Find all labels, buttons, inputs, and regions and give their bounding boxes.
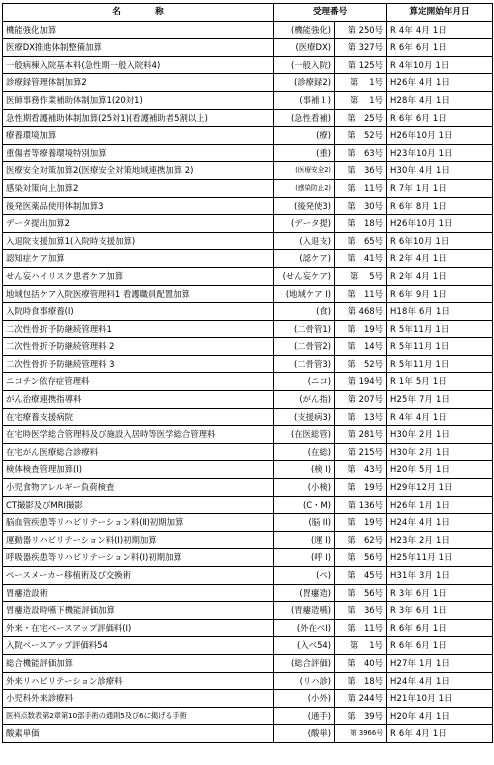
item-abbreviation: (診療録2) bbox=[274, 74, 335, 92]
item-name: ペースメーカー移植術及び交換術 bbox=[3, 567, 274, 585]
table-row bbox=[3, 144, 493, 162]
table-row bbox=[3, 285, 493, 303]
item-abbreviation: (入ベ54) bbox=[274, 637, 335, 655]
reception-number: 第 19号 bbox=[335, 479, 387, 497]
item-name: ニコチン依存症管理料 bbox=[3, 373, 274, 391]
item-abbreviation: (感染防止2) bbox=[274, 179, 335, 197]
table-row bbox=[3, 320, 493, 338]
reception-number: 第 244号 bbox=[335, 690, 387, 708]
reception-number: 第 136号 bbox=[335, 496, 387, 514]
item-name: 脳血管疾患等リハビリテーション料(Ⅱ)初期加算 bbox=[3, 514, 274, 532]
item-abbreviation: (療) bbox=[274, 127, 335, 145]
item-name: データ提出加算2 bbox=[3, 215, 274, 233]
item-name: 急性期看護補助体制加算(25対1)(看護補助者5割以上) bbox=[3, 109, 274, 127]
start-date: R 7年 1月 1日 bbox=[387, 179, 493, 197]
item-abbreviation: (ニコ) bbox=[274, 373, 335, 391]
item-abbreviation: (脳 II) bbox=[274, 514, 335, 532]
start-date: H27年 1月 1日 bbox=[387, 654, 493, 672]
item-name: 検体検査管理加算(Ⅰ) bbox=[3, 461, 274, 479]
reception-number: 第 11号 bbox=[335, 285, 387, 303]
table-row bbox=[3, 408, 493, 426]
item-name: 医療DX推進体制整備加算 bbox=[3, 39, 274, 57]
start-date: R 4年10月 1日 bbox=[387, 56, 493, 74]
item-abbreviation: (呼 I) bbox=[274, 549, 335, 567]
item-name: 地域包括ケア入院医療管理料1 看護職員配置加算 bbox=[3, 285, 274, 303]
start-date: R 6年 9月 1日 bbox=[387, 285, 493, 303]
start-date: R 3年 6月 1日 bbox=[387, 602, 493, 620]
reception-number: 第 1号 bbox=[335, 74, 387, 92]
item-name: 重傷者等療養環境特別加算 bbox=[3, 144, 274, 162]
reception-number: 第 19号 bbox=[335, 320, 387, 338]
item-abbreviation: (食) bbox=[274, 303, 335, 321]
item-name: 後発医薬品使用体制加算3 bbox=[3, 197, 274, 215]
item-name: 呼吸器疾患等リハビリテーション料(Ⅰ)初期加算 bbox=[3, 549, 274, 567]
item-abbreviation: (運 I) bbox=[274, 531, 335, 549]
item-abbreviation: (二骨管3) bbox=[274, 355, 335, 373]
item-abbreviation: (医療安全2) bbox=[274, 162, 335, 180]
reception-number: 第 40号 bbox=[335, 654, 387, 672]
table-row bbox=[3, 39, 493, 57]
item-name: 療養環境加算 bbox=[3, 127, 274, 145]
reception-number: 第 52号 bbox=[335, 127, 387, 145]
start-date: H28年 4月 1日 bbox=[387, 91, 493, 109]
reception-number: 第 39号 bbox=[335, 707, 387, 725]
item-abbreviation: (事補１) bbox=[274, 91, 335, 109]
table-row bbox=[3, 355, 493, 373]
item-name: 小児食物アレルギー負荷検査 bbox=[3, 479, 274, 497]
reception-number: 第 45号 bbox=[335, 567, 387, 585]
start-date: R 2年 4月 1日 bbox=[387, 267, 493, 285]
reception-number: 第 327号 bbox=[335, 39, 387, 57]
reception-number: 第 1号 bbox=[335, 91, 387, 109]
item-abbreviation: (地域ケア I) bbox=[274, 285, 335, 303]
reception-number: 第 194号 bbox=[335, 373, 387, 391]
table-row bbox=[3, 232, 493, 250]
table-row bbox=[3, 637, 493, 655]
start-date: H23年10月 1日 bbox=[387, 144, 493, 162]
start-date: H30年 2月 1日 bbox=[387, 443, 493, 461]
item-name: 総合機能評価加算 bbox=[3, 654, 274, 672]
item-name: 医師事務作業補助体制加算1(20対1) bbox=[3, 91, 274, 109]
item-name: がん治療連携指導料 bbox=[3, 391, 274, 409]
table-row bbox=[3, 514, 493, 532]
start-date: H26年10月 1日 bbox=[387, 127, 493, 145]
start-date: H26年10月 1日 bbox=[387, 215, 493, 233]
item-abbreviation: (小検) bbox=[274, 479, 335, 497]
table-row bbox=[3, 619, 493, 637]
item-abbreviation: (ペ) bbox=[274, 567, 335, 585]
start-date: R 5年11月 1日 bbox=[387, 338, 493, 356]
table-row bbox=[3, 197, 493, 215]
start-date: H18年 6月 1日 bbox=[387, 303, 493, 321]
start-date: H24年 4月 1日 bbox=[387, 672, 493, 690]
reception-number: 第 1号 bbox=[335, 637, 387, 655]
reception-number: 第 13号 bbox=[335, 408, 387, 426]
start-date: H24年 4月 1日 bbox=[387, 514, 493, 532]
item-name: 入院ベースアップ評価料54 bbox=[3, 637, 274, 655]
reception-number: 第 14号 bbox=[335, 338, 387, 356]
table-row bbox=[3, 109, 493, 127]
table-row bbox=[3, 426, 493, 444]
item-name: 認知症ケア加算 bbox=[3, 250, 274, 268]
item-abbreviation: (C・M) bbox=[274, 496, 335, 514]
start-date: H23年 2月 1日 bbox=[387, 531, 493, 549]
table-row bbox=[3, 56, 493, 74]
reception-number: 第 11号 bbox=[335, 619, 387, 637]
item-name: 入退院支援加算1(入院時支援加算) bbox=[3, 232, 274, 250]
item-abbreviation: (一般入院) bbox=[274, 56, 335, 74]
item-name: せん妄ハイリスク患者ケア加算 bbox=[3, 267, 274, 285]
item-abbreviation: (二骨管1) bbox=[274, 320, 335, 338]
table-row bbox=[3, 496, 493, 514]
item-abbreviation: (胃瘻造嚥) bbox=[274, 602, 335, 620]
start-date: R 6年 6月 1日 bbox=[387, 109, 493, 127]
start-date: R 3年 6月 1日 bbox=[387, 584, 493, 602]
start-date: R 5年11月 1日 bbox=[387, 320, 493, 338]
item-name: 在宅時医学総合管理料及び施設入居時等医学総合管理料 bbox=[3, 426, 274, 444]
header-name: 名 称 bbox=[3, 4, 274, 22]
table-row bbox=[3, 303, 493, 321]
item-abbreviation: (認ケア) bbox=[274, 250, 335, 268]
reception-number: 第 11号 bbox=[335, 179, 387, 197]
table-row bbox=[3, 443, 493, 461]
item-name: 医療安全対策加算2(医療安全対策地域連携加算 2) bbox=[3, 162, 274, 180]
item-name: 胃瘻造設時嚥下機能評価加算 bbox=[3, 602, 274, 620]
item-abbreviation: (重) bbox=[274, 144, 335, 162]
start-date: H20年 5月 1日 bbox=[387, 461, 493, 479]
reception-number: 第 5号 bbox=[335, 267, 387, 285]
item-abbreviation: (せん妄ケア) bbox=[274, 267, 335, 285]
reception-number: 第 41号 bbox=[335, 250, 387, 268]
item-abbreviation: (酸単) bbox=[274, 725, 335, 743]
item-name: 診療録管理体制加算2 bbox=[3, 74, 274, 92]
start-date: H21年10月 1日 bbox=[387, 690, 493, 708]
reception-number: 第 3966号 bbox=[335, 725, 387, 743]
reception-number: 第 30号 bbox=[335, 197, 387, 215]
facility-standards-table bbox=[2, 3, 493, 743]
table-row bbox=[3, 162, 493, 180]
item-abbreviation: (入退支) bbox=[274, 232, 335, 250]
item-name: 感染対策向上加算2 bbox=[3, 179, 274, 197]
start-date: H30年 4月 1日 bbox=[387, 162, 493, 180]
table-row bbox=[3, 338, 493, 356]
start-date: R 6年 8月 1日 bbox=[387, 197, 493, 215]
reception-number: 第 36号 bbox=[335, 162, 387, 180]
reception-number: 第 215号 bbox=[335, 443, 387, 461]
start-date: R 6年 6月 1日 bbox=[387, 619, 493, 637]
reception-number: 第 18号 bbox=[335, 672, 387, 690]
item-name: 在宅がん医療総合診療料 bbox=[3, 443, 274, 461]
item-name: 酸素単価 bbox=[3, 725, 274, 743]
item-name: 小児科外来診療料 bbox=[3, 690, 274, 708]
item-abbreviation: (機能強化) bbox=[274, 21, 335, 39]
start-date: R 6年 6月 1日 bbox=[387, 637, 493, 655]
start-date: R 2年 4月 1日 bbox=[387, 250, 493, 268]
item-abbreviation: (検 I) bbox=[274, 461, 335, 479]
item-name: 二次性骨折予防継続管理料 3 bbox=[3, 355, 274, 373]
start-date: R 4年 4月 1日 bbox=[387, 21, 493, 39]
item-abbreviation: (外在ベI) bbox=[274, 619, 335, 637]
table-row bbox=[3, 672, 493, 690]
item-abbreviation: (支援病3) bbox=[274, 408, 335, 426]
table-row bbox=[3, 179, 493, 197]
item-name: 一般病棟入院基本料(急性期一般入院料4) bbox=[3, 56, 274, 74]
reception-number: 第 19号 bbox=[335, 514, 387, 532]
start-date: H26年 1月 1日 bbox=[387, 496, 493, 514]
start-date: R 6年 6月 1日 bbox=[387, 39, 493, 57]
item-abbreviation: (小外) bbox=[274, 690, 335, 708]
table-row bbox=[3, 127, 493, 145]
item-abbreviation: (在医総管) bbox=[274, 426, 335, 444]
item-abbreviation: (通手) bbox=[274, 707, 335, 725]
start-date: H25年 7月 1日 bbox=[387, 391, 493, 409]
start-date: R 1年 5月 1日 bbox=[387, 373, 493, 391]
item-abbreviation: (後発使3) bbox=[274, 197, 335, 215]
table-row bbox=[3, 21, 493, 39]
item-abbreviation: (総合評価) bbox=[274, 654, 335, 672]
item-name: 機能強化加算 bbox=[3, 21, 274, 39]
start-date: R 4年 4月 1日 bbox=[387, 408, 493, 426]
start-date: H20年 4月 1日 bbox=[387, 707, 493, 725]
item-abbreviation: (がん指) bbox=[274, 391, 335, 409]
table-row bbox=[3, 549, 493, 567]
item-abbreviation: (胃瘻造) bbox=[274, 584, 335, 602]
reception-number: 第 43号 bbox=[335, 461, 387, 479]
reception-number: 第 52号 bbox=[335, 355, 387, 373]
reception-number: 第 281号 bbox=[335, 426, 387, 444]
reception-number: 第 56号 bbox=[335, 584, 387, 602]
reception-number: 第 18号 bbox=[335, 215, 387, 233]
item-name: 二次性骨折予防継続管理料1 bbox=[3, 320, 274, 338]
reception-number: 第 250号 bbox=[335, 21, 387, 39]
table-row bbox=[3, 391, 493, 409]
table-row bbox=[3, 91, 493, 109]
table-row bbox=[3, 602, 493, 620]
start-date: H30年 2月 1日 bbox=[387, 426, 493, 444]
header-reception-number: 受理番号 bbox=[274, 4, 387, 22]
start-date: R 5年11月 1日 bbox=[387, 355, 493, 373]
start-date: H25年11月 1日 bbox=[387, 549, 493, 567]
start-date: R 6年10月 1日 bbox=[387, 232, 493, 250]
item-abbreviation: (データ提) bbox=[274, 215, 335, 233]
table-row bbox=[3, 479, 493, 497]
item-abbreviation: (二骨管2) bbox=[274, 338, 335, 356]
start-date: H29年12月 1日 bbox=[387, 479, 493, 497]
reception-number: 第 25号 bbox=[335, 109, 387, 127]
item-name: 運動器リハビリテーション料(Ⅰ)初期加算 bbox=[3, 531, 274, 549]
reception-number: 第 207号 bbox=[335, 391, 387, 409]
table-row bbox=[3, 690, 493, 708]
reception-number: 第 65号 bbox=[335, 232, 387, 250]
item-name: 外来・在宅ベースアップ評価料(Ⅰ) bbox=[3, 619, 274, 637]
item-name: 外来リハビリテーション診療料 bbox=[3, 672, 274, 690]
table-row bbox=[3, 707, 493, 725]
item-abbreviation: (急性看補) bbox=[274, 109, 335, 127]
item-abbreviation: (在総) bbox=[274, 443, 335, 461]
item-abbreviation: (医療DX) bbox=[274, 39, 335, 57]
table-row bbox=[3, 531, 493, 549]
reception-number: 第 63号 bbox=[335, 144, 387, 162]
table-row bbox=[3, 567, 493, 585]
table-row bbox=[3, 267, 493, 285]
item-name: 二次性骨折予防継続管理料 2 bbox=[3, 338, 274, 356]
item-abbreviation: (リハ診) bbox=[274, 672, 335, 690]
start-date: R 6年 4月 1日 bbox=[387, 725, 493, 743]
item-name: CT撮影及びMRI撮影 bbox=[3, 496, 274, 514]
item-name: 胃瘻造設術 bbox=[3, 584, 274, 602]
reception-number: 第 468号 bbox=[335, 303, 387, 321]
start-date: H31年 3月 1日 bbox=[387, 567, 493, 585]
item-name: 医科点数表第2章第10部手術の通則5及び6に掲げる手術 bbox=[3, 707, 274, 725]
table-row bbox=[3, 584, 493, 602]
reception-number: 第 56号 bbox=[335, 549, 387, 567]
reception-number: 第 62号 bbox=[335, 531, 387, 549]
item-name: 在宅療養支援病院 bbox=[3, 408, 274, 426]
table-row bbox=[3, 461, 493, 479]
table-header-row bbox=[3, 4, 493, 22]
header-start-date: 算定開始年月日 bbox=[387, 4, 493, 22]
table-row bbox=[3, 250, 493, 268]
reception-number: 第 125号 bbox=[335, 56, 387, 74]
table-row bbox=[3, 654, 493, 672]
table-row bbox=[3, 725, 493, 743]
reception-number: 第 36号 bbox=[335, 602, 387, 620]
start-date: H26年 4月 1日 bbox=[387, 74, 493, 92]
table-row bbox=[3, 373, 493, 391]
item-name: 入院時食事療養(Ⅰ) bbox=[3, 303, 274, 321]
table-row bbox=[3, 215, 493, 233]
table-row bbox=[3, 74, 493, 92]
